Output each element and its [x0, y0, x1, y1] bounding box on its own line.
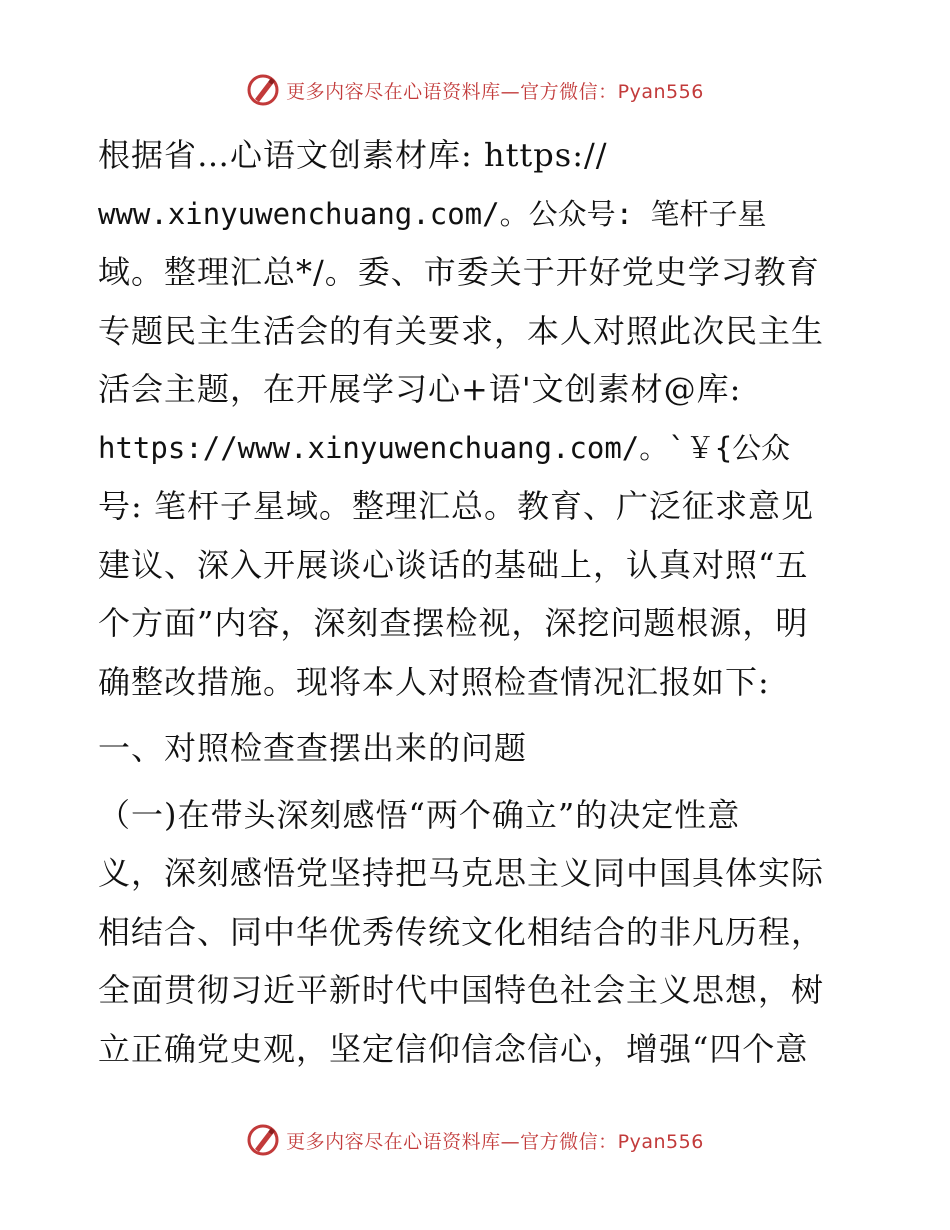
text-line: 义，深刻感悟党坚持把马克思主义同中国具体实际 — [98, 854, 825, 892]
watermark-text: 更多内容尽在心语资料库—官方微信：Pyan556 — [286, 80, 704, 103]
text-line: www.xinyuwenchuang.com/。公众号: 笔杆子星 — [98, 196, 767, 231]
text-line: （一)在带头深刻感悟“两个确立”的决定性意 — [98, 795, 741, 834]
text-line: 号: 笔杆子星域。整理汇总。教育、广泛征求意见 — [98, 487, 814, 525]
section-heading: 一、对照检查查摆出来的问题 — [98, 729, 528, 767]
text-line: 确整改措施。现将本人对照检查情况汇报如下: — [98, 662, 770, 701]
text-line: 个方面”内容，深刻查摆检视，深挖问题根源，明 — [98, 604, 809, 642]
text-line: 专题民主生活会的有关要求，本人对照此次民主生 — [98, 311, 825, 350]
text-line: 全面贯彻习近平新时代中国特色社会主义思想，树 — [98, 971, 825, 1009]
footer-watermark — [0, 1120, 950, 1160]
text-line: 域。整理汇总*/。委、市委关于开好党史学习教育 — [98, 253, 820, 291]
document-body — [98, 126, 858, 1078]
text-line: https://www.xinyuwenchuang.com/。`￥{公众 — [98, 430, 791, 465]
pen-logo-icon — [246, 1123, 280, 1157]
text-line: 相结合、同中华优秀传统文化相结合的非凡历程， — [98, 912, 825, 951]
header-watermark — [0, 70, 950, 110]
text-line: 根据省…心语文创素材库: https:// — [98, 136, 608, 174]
text-line: 建议、深入开展谈心谈话的基础上，认真对照“五 — [98, 545, 809, 584]
text-line: 活会主题，在开展学习心+语'文创素材@库: — [98, 370, 742, 408]
text-line: 立正确党史观，坚定信仰信念信心，增强“四个意 — [98, 1029, 809, 1068]
watermark-text: 更多内容尽在心语资料库—官方微信：Pyan556 — [286, 1130, 704, 1153]
pen-logo-icon — [246, 73, 280, 107]
